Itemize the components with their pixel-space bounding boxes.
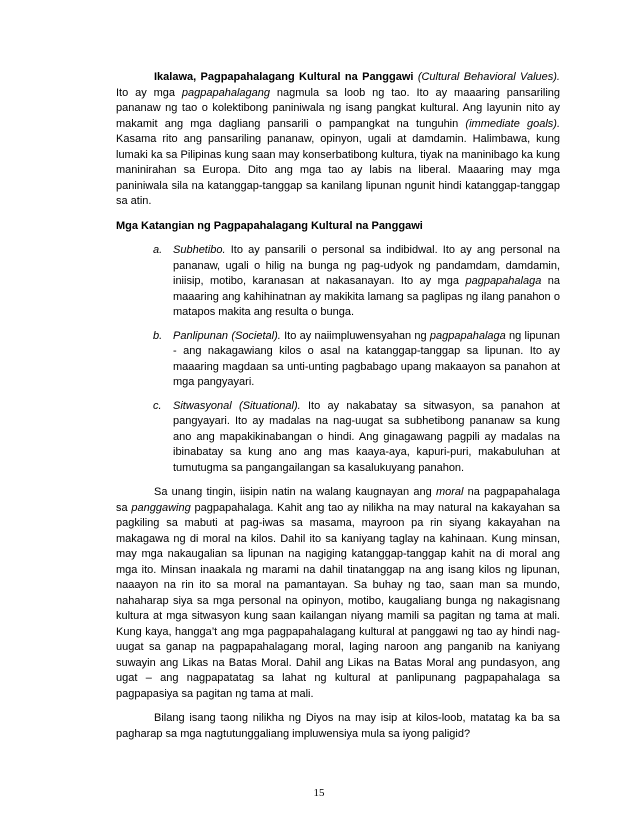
list-text-1: Ito ay pansarili o personal sa indibidwal. Ito ay ang personal na pananaw, ugali o hilig na bunga ng pag-udyok ng pandamdam, damdamin, iniisip, motibo, karanasan at nakasanayan. Ito ay mga [173, 244, 560, 287]
list-marker: a. [153, 244, 163, 256]
moral-text-a: Sa unang tingin, iisipin natin na walang kaugnayan ang [154, 486, 436, 498]
moral-paragraph [116, 485, 560, 702]
list-marker: b. [153, 329, 163, 342]
list-item-panlipunan [116, 329, 560, 391]
moral-text-c: pagpapahalaga. Kahit ang tao ay nilikha na may natural na kakayahan sa pagkiling sa mabuti at pag-iwas sa masama, mayroon pa rin siyang kakayahan na makagawa ng di moral na kilos. Dahil ito sa kaniyang taglay na kahinaan. Kung minsan, may mga nakaugalian sa lipunan na nagiging katanggap-tanggap kahit na di moral ang mga ito. Minsan inaakala ng marami na dahil tinatanggap na ang isang kilos ng lipunan, naaayon na rin ito sa moral na pamantayan. Sa buhay ng tao, saan man sa mundo, nahaharap siya sa mga personal na opinyon, motibo, kaugaliang bunga ng nakagisnang kultura at mga sitwasyon kung saan kailangan niyang mamili sa pagitan ng tama at mali. Kung kaya, hangga’t ang mga pagpapahalagang kultural at panggawi ng tao ay hindi nag-uugat sa ganap na pagpapahalagang moral, laging naroon ang panganib na kaniyang suwayin ang Likas na Batas Moral. Dahil ang Likas na Batas Moral ang pundasyon, ang ugat – ang nagpapatatag sa lahat ng kultural at panlipunang pagpapahalaga sa pagpapasiya sa pagitan ng tama at mali. [116, 501, 560, 700]
list-term: Panlipunan (Societal). [173, 329, 281, 342]
intro-text-3: Kasama rito ang pansariling pananaw, opinyon, ugali at damdamin. Halimbawa, kung lumaki ka sa Pilipinas kung saan may konserbatibong kultura, tiyak na maninibago ka kung maninirahan sa Europa. Dito ang mga tao ay labis na liberal. Maaaring may mga paniniwala sila na katanggap-tanggap sa kanilang lipunan ngunit hindi katanggap-tanggap sa atin. [116, 133, 560, 207]
list-term: Subhetibo. [173, 244, 226, 256]
section-heading: Mga Katangian ng Pagpapahalagang Kultural na Panggawi [116, 219, 423, 232]
page-number: 15 [313, 787, 325, 799]
intro-text-2: nagmula sa loob ng tao. Ito ay maaaring pansariling pananaw ng tao o kolektibong paniniwala ng isang pangkat kultural. Ang layunin nito ay makamit ang mga dagliang pansarili o pampangkat na tunguhin [116, 86, 560, 130]
closing-paragraph: Bilang isang taong nilikha ng Diyos na may isip at kilos-loob, matatag ka ba sa pagharap sa mga nagtutunggaliang impluwensiya mula sa iyong paligid? [116, 712, 560, 740]
intro-text-1: Ito ay mga [116, 86, 182, 99]
list-term: Sitwasyonal (Situational). [173, 399, 301, 412]
intro-paragraph [116, 70, 560, 210]
list-item-sitwasyonal [116, 399, 560, 477]
list-text-2: ng lipunan - ang nakagawiang kilos o asal na katanggap-tanggap sa lipunan. Ito ay maaaring magdaan sa unti-unting pagbabago upang makaayon sa panahon at mga pangyayari. [173, 329, 560, 388]
intro-italic-1: pagpapahalagang [181, 86, 270, 99]
list-item-subhetibo [116, 243, 560, 321]
list-italic: pagpapahalaga [429, 329, 506, 342]
list-marker: c. [153, 399, 162, 412]
list-text-1: Ito ay naiimpluwensyahan ng [280, 329, 430, 342]
list-italic: pagpapahalaga [465, 275, 542, 287]
list-text-2: na maaaring ang kahihinatnan ay makikita lamang sa paglipas ng ilang panahon o matapos makita ang resulta o bunga. [173, 275, 561, 318]
moral-text-b: na pagpapahalaga sa [116, 486, 560, 514]
intro-title-english: (Cultural Behavioral Values). [417, 71, 560, 83]
characteristics-list [116, 243, 560, 476]
intro-title: Ikalawa, Pagpapahalagang Kultural na Panggawi [154, 71, 414, 83]
page-body [116, 70, 560, 742]
intro-italic-2: (immediate goals). [465, 117, 561, 130]
moral-italic-b: panggawing [131, 501, 191, 514]
moral-italic-a: moral [435, 486, 464, 498]
list-text-1: Ito ay nakabatay sa sitwasyon, sa panahon at pangyayari. Ito ay madalas na nag-uugat sa subhetibong pananaw sa kung ano ang mapakikinabangan o hindi. Ang ginagawang pagpili ay madalas na ibinabatay sa kung ano ang mas kaaya-aya, kapuri-puri, makabuluhan at tumutugma sa pangangailangan sa kasalukuyang panahon. [173, 399, 560, 474]
